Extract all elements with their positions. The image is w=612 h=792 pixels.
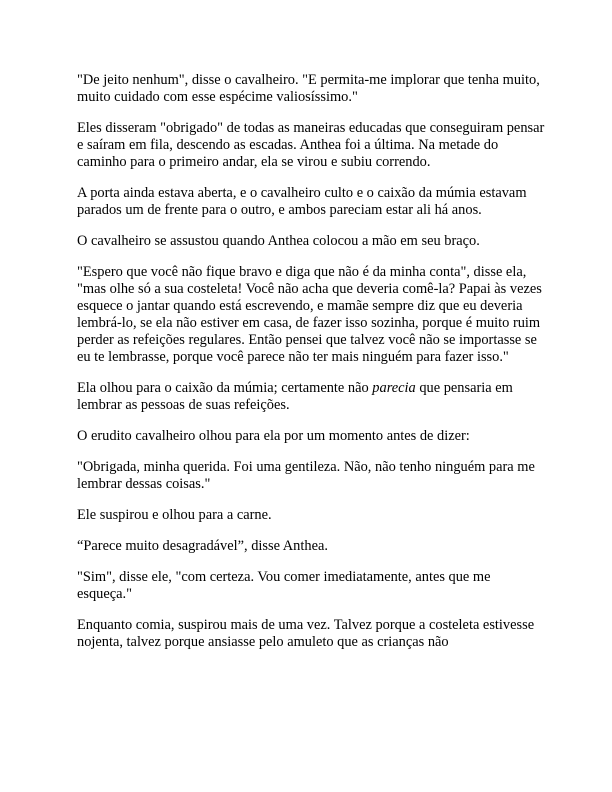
paragraph-8: "Obrigada, minha querida. Foi uma gentileza. Não, não tenho ninguém para me lembrar dessas coisas." — [77, 459, 535, 492]
paragraph-5: "Espero que você não fique bravo e diga que não é da minha conta", disse ela, "mas olhe só a sua costeleta! Você não acha que deveria comê-la? Papai às vezes esquece o jantar quando está escrevendo, e mamãe sempre diz que eu deveria lembrá-lo, se ela não estiver em casa, de fazer isso sozinha, porque é muito ruim perder as refeições regulares. Então pensei que talvez você não se importasse se eu te lembrasse, porque você parece não ter mais ninguém para fazer isso." — [77, 264, 542, 365]
paragraph-3: A porta ainda estava aberta, e o cavalheiro culto e o caixão da múmia estavam parados um de frente para o outro, e ambos pareciam estar ali há anos. — [77, 185, 527, 218]
paragraph-6 — [77, 380, 547, 414]
paragraph-4: O cavalheiro se assustou quando Anthea colocou a mão em seu braço. — [77, 233, 480, 249]
paragraph-10: “Parece muito desagradável”, disse Anthea. — [77, 538, 328, 554]
paragraph-12: Enquanto comia, suspirou mais de uma vez. Talvez porque a costeleta estivesse nojenta, talvez porque ansiasse pelo amuleto que as crianças não — [77, 617, 535, 650]
paragraph-6-before: Ela olhou para o caixão da múmia; certamente não — [77, 380, 373, 396]
paragraph-6-emphasis: parecia — [372, 380, 416, 396]
paragraph-7: O erudito cavalheiro olhou para ela por um momento antes de dizer: — [77, 428, 470, 444]
paragraph-9: Ele suspirou e olhou para a carne. — [77, 507, 272, 523]
paragraph-2: Eles disseram "obrigado" de todas as maneiras educadas que conseguiram pensar e saíram em fila, descendo as escadas. Anthea foi a última. Na metade do caminho para o primeiro andar, ela se virou e subiu correndo. — [77, 120, 545, 170]
paragraph-6-after: que pensaria em lembrar as pessoas de suas refeições. — [77, 380, 513, 413]
body-text — [77, 72, 547, 665]
paragraph-1: "De jeito nenhum", disse o cavalheiro. "E permita-me implorar que tenha muito, muito cuidado com esse espécime valiosíssimo." — [77, 72, 540, 105]
paragraph-11: "Sim", disse ele, "com certeza. Vou comer imediatamente, antes que me esqueça." — [77, 569, 491, 602]
